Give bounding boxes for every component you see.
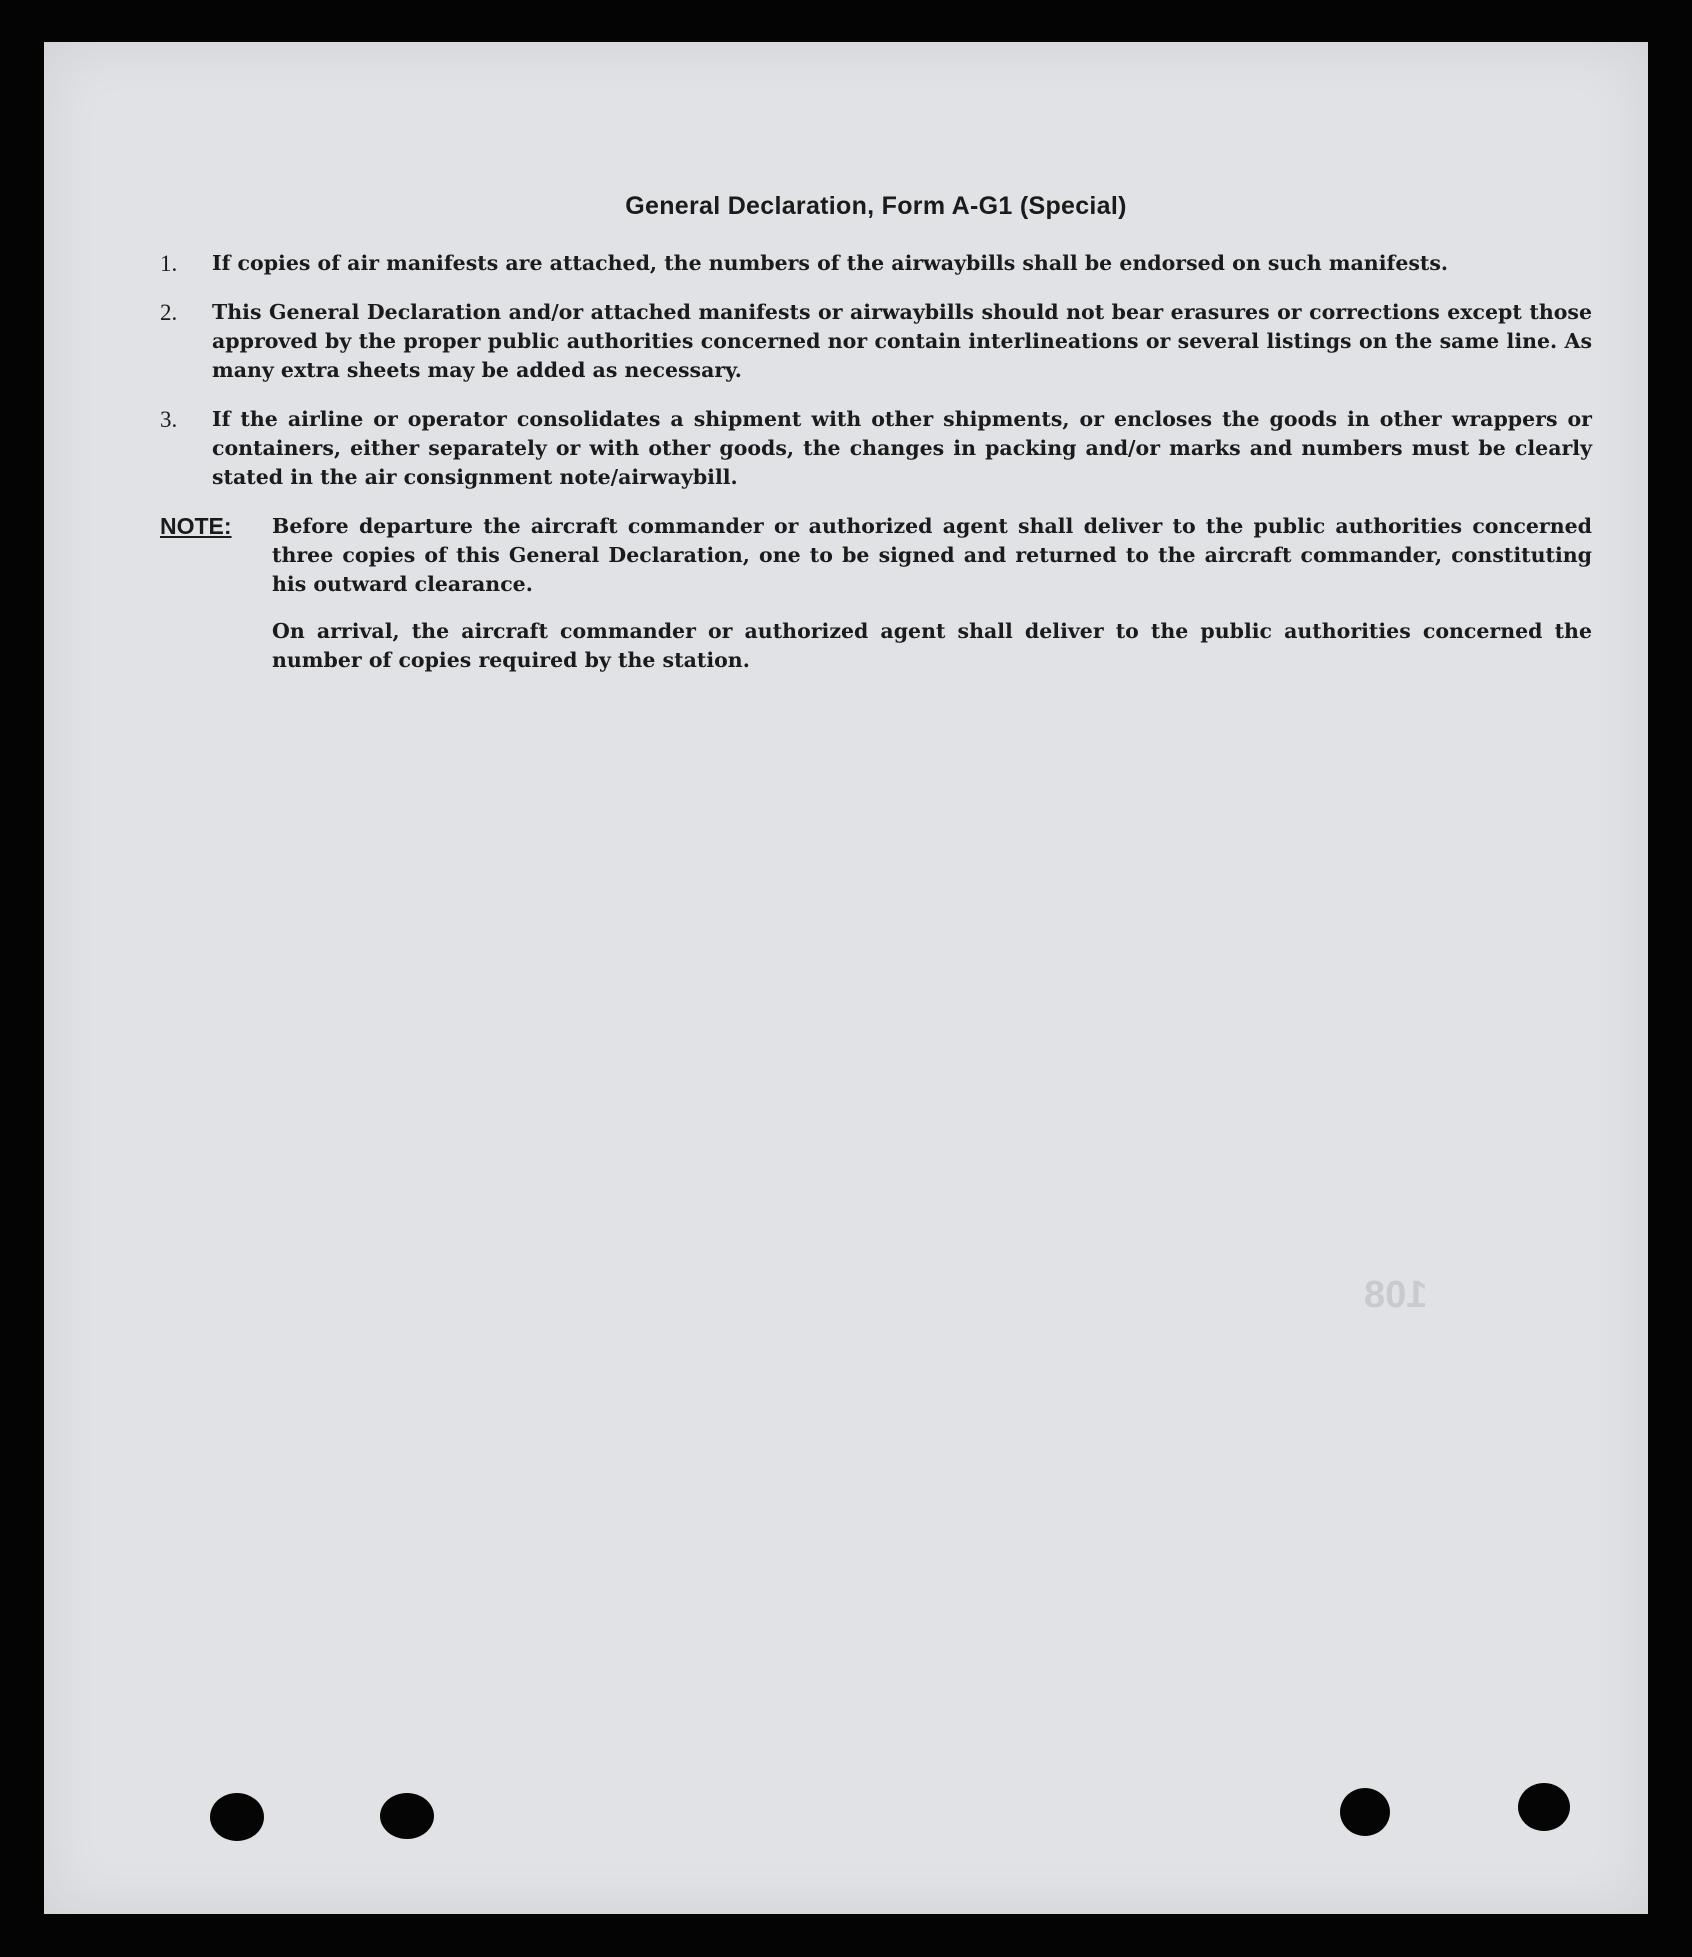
paper-sheet xyxy=(44,42,1648,1914)
item-text: This General Declaration and/or attached manifests or airwaybills should not bear erasures or corrections except those approved by the proper public authorities concerned nor contain interlineations or several listings on the same line. As many extra sheets may be added as necessary. xyxy=(212,300,1592,382)
item-number: 2. xyxy=(160,300,178,325)
note-paragraph-arrival: On arrival, the aircraft commander or authorized agent shall deliver to the public authorities concerned the number of copies required by the station. xyxy=(272,619,1592,672)
instruction-item-2 xyxy=(160,298,1592,385)
note-paragraph-departure: Before departure the aircraft commander or authorized agent shall deliver to the public authorities concerned three copies of this General Declaration, one to be signed and returned to the aircraft commander, constituting his outward clearance. xyxy=(272,514,1592,596)
punch-hole-left-1 xyxy=(210,1793,264,1841)
item-text: If copies of air manifests are attached, the numbers of the airwaybills shall be endorsed on such manifests. xyxy=(212,251,1449,275)
item-text: If the airline or operator consolidates a shipment with other shipments, or encloses the goods in other wrappers or containers, either separately or with other goods, the changes in packing and/or marks and numbers must be clearly stated in the air consignment note/airwaybill. xyxy=(212,407,1592,489)
instruction-item-1 xyxy=(160,249,1592,278)
document-title: General Declaration, Form A-G1 (Special) xyxy=(625,192,1127,220)
document-body xyxy=(160,192,1592,675)
punch-hole-left-2 xyxy=(380,1793,434,1839)
instruction-item-3 xyxy=(160,405,1592,492)
item-number: 3. xyxy=(160,407,178,432)
note-label: NOTE: xyxy=(160,513,232,539)
punch-hole-right-1 xyxy=(1340,1788,1390,1836)
punch-hole-right-2 xyxy=(1518,1783,1570,1831)
item-number: 1. xyxy=(160,251,178,276)
note-section xyxy=(160,512,1592,599)
bleed-through-mark: 108 xyxy=(1364,1274,1428,1316)
